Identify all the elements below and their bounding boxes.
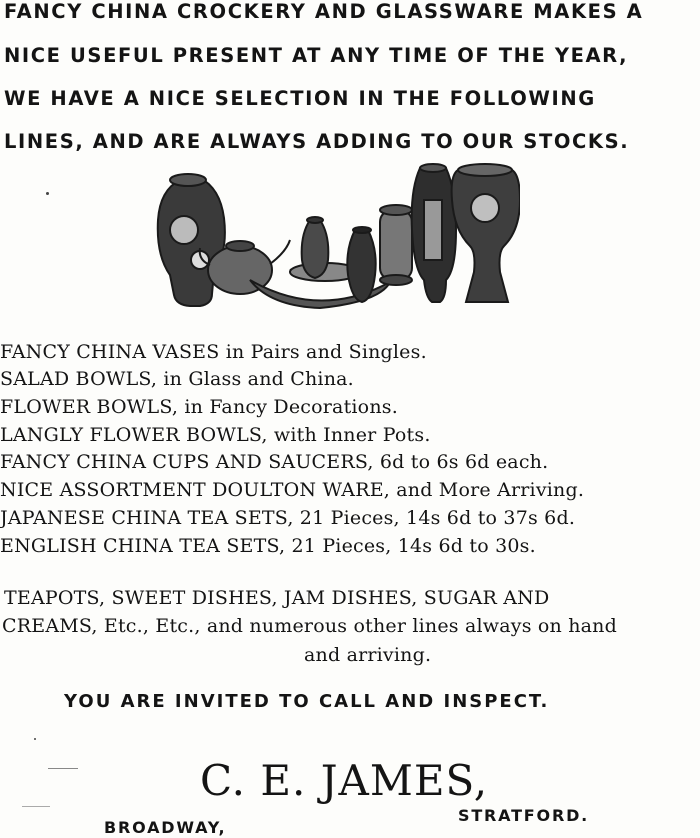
china-vases-illustration [140, 160, 520, 320]
other-lines-line-3: and arriving. [304, 644, 432, 666]
print-rule [48, 768, 78, 769]
item-line-1: FANCY CHINA VASES in Pairs and Singles. [0, 341, 427, 363]
item-line-5: FANCY CHINA CUPS AND SAUCERS, 6d to 6s 6d each. [0, 451, 549, 473]
item-line-7: JAPANESE CHINA TEA SETS, 21 Pieces, 14s 6d to 37s 6d. [0, 507, 576, 529]
print-speck [34, 738, 36, 740]
item-line-2: SALAD BOWLS, in Glass and China. [0, 368, 354, 390]
small-vase-icon [302, 217, 376, 302]
slender-vase-icon [412, 164, 456, 302]
headline-line-4: LINES, AND ARE ALWAYS ADDING TO OUR STOCKS. [4, 130, 630, 153]
item-line-3: FLOWER BOWLS, in Fancy Decorations. [0, 396, 398, 418]
vase-left-icon [158, 174, 225, 306]
item-line-6: NICE ASSORTMENT DOULTON WARE, and More Arriving. [0, 479, 585, 501]
item-line-4: LANGLY FLOWER BOWLS, with Inner Pots. [0, 424, 431, 446]
address-town: STRATFORD. [458, 806, 590, 825]
vase-right-icon [452, 164, 520, 302]
address-street: BROADWAY, [104, 818, 227, 837]
headline-line-3: WE HAVE A NICE SELECTION IN THE FOLLOWING [4, 87, 596, 110]
item-line-8: ENGLISH CHINA TEA SETS, 21 Pieces, 14s 6d to 30s. [0, 535, 536, 557]
other-lines-line-1: TEAPOTS, SWEET DISHES, JAM DISHES, SUGAR AND [4, 587, 550, 609]
other-lines-line-2: CREAMS, Etc., Etc., and numerous other lines always on hand [2, 615, 617, 637]
headline-line-1: FANCY CHINA CROCKERY AND GLASSWARE MAKES A [4, 0, 644, 23]
print-speck [46, 192, 49, 195]
merchant-name: C. E. JAMES, [200, 756, 489, 805]
headline-line-2: NICE USEFUL PRESENT AT ANY TIME OF THE YEAR, [4, 44, 629, 67]
jar-icon [380, 205, 412, 285]
print-rule [22, 806, 50, 807]
invitation-text: YOU ARE INVITED TO CALL AND INSPECT. [64, 691, 550, 712]
